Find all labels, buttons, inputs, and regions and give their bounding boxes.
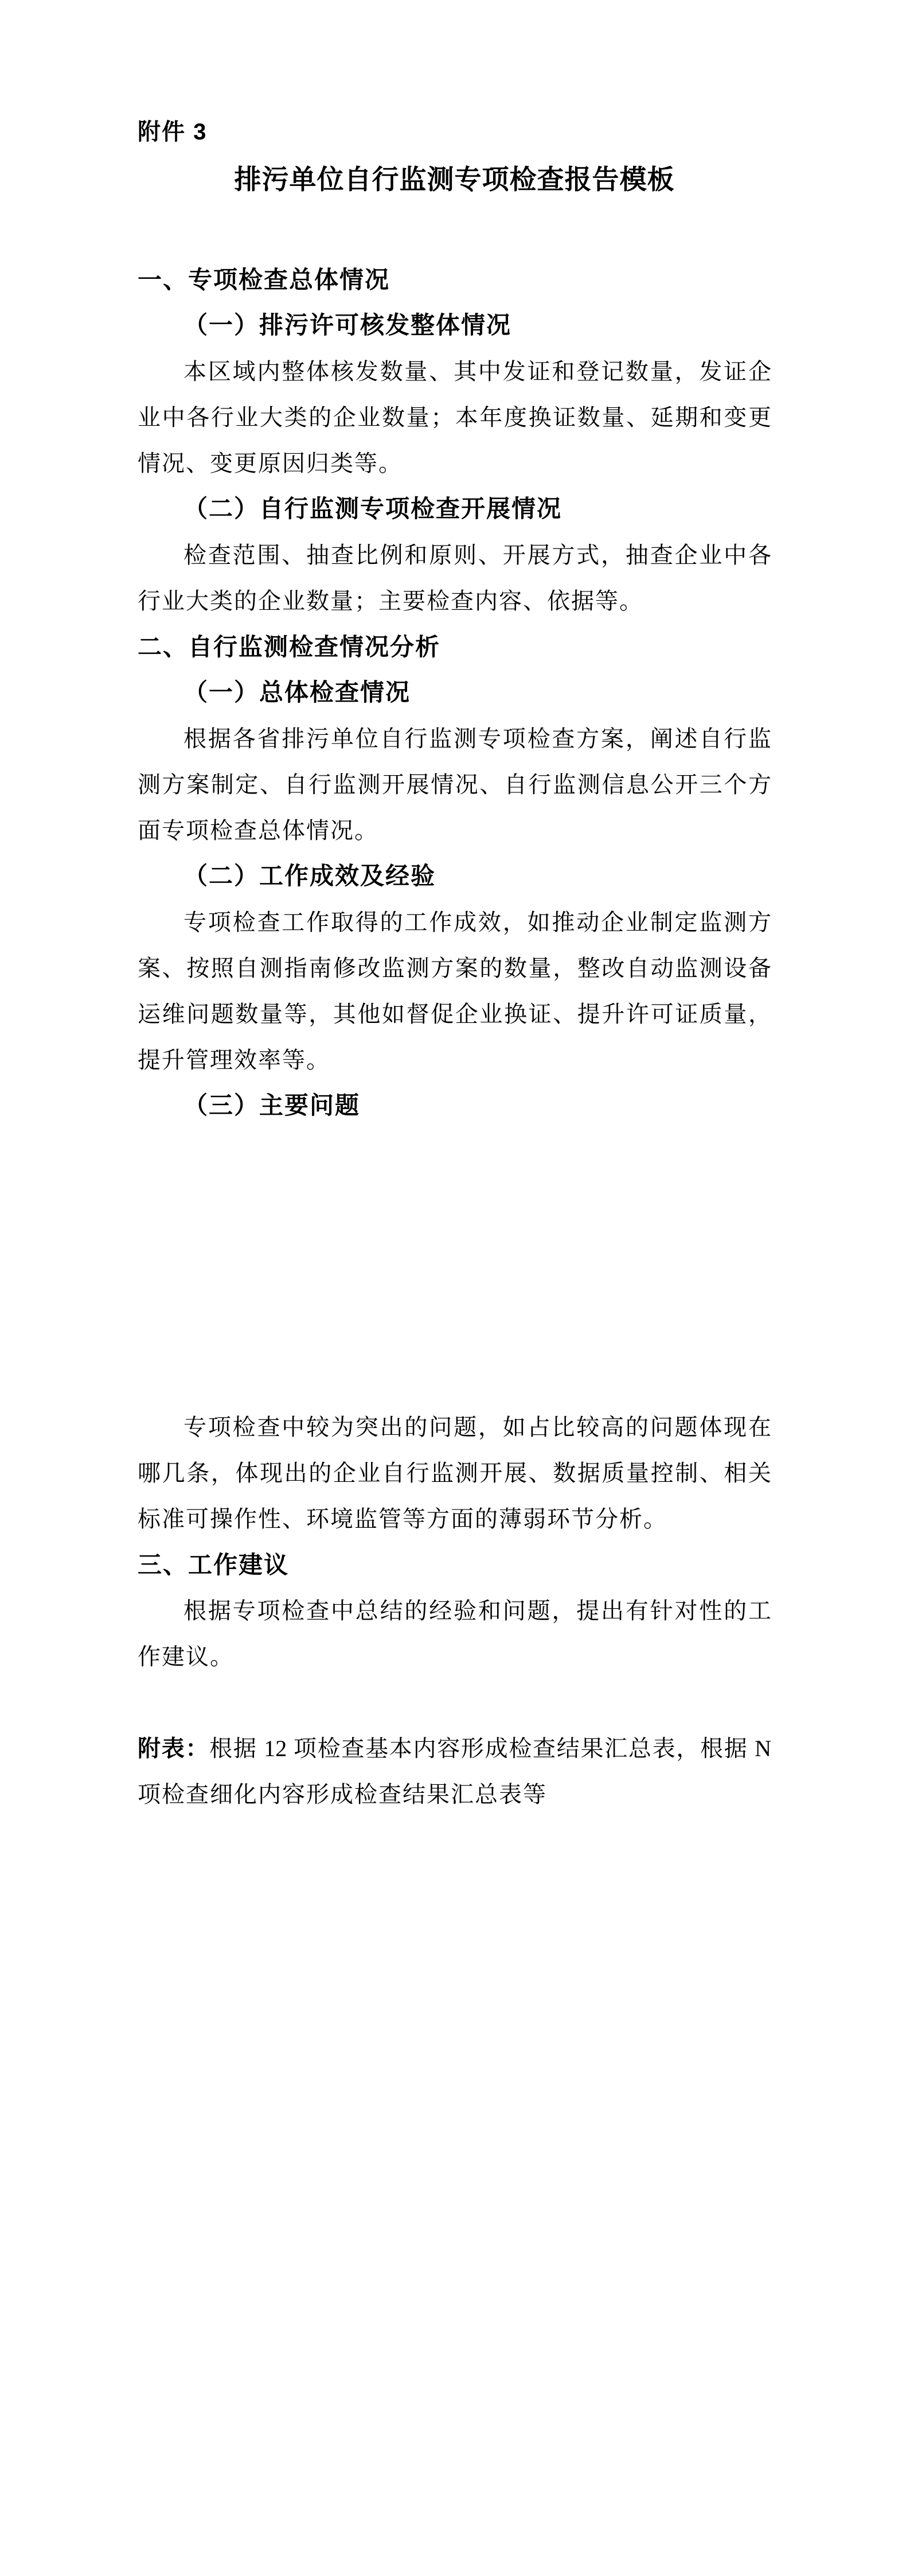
- heading-level-1: 三、工作建议: [138, 1551, 290, 1578]
- doc-line: 案、按照自测指南修改监测方案的数量，整改自动监测设备: [138, 955, 771, 981]
- paragraph: [138, 349, 771, 487]
- document-body: [138, 257, 771, 1818]
- doc-line: 专项检查工作取得的工作成效，如推动企业制定监测方: [183, 909, 771, 935]
- heading-level-2: （一）总体检查情况: [183, 680, 411, 706]
- heading-level-2: （三）主要问题: [183, 1093, 361, 1119]
- doc-line: 情况、变更原因归类等。: [138, 450, 403, 476]
- document-content: [138, 0, 771, 1818]
- paragraph: [138, 532, 771, 624]
- doc-line: 面专项检查总体情况。: [138, 818, 378, 843]
- page-title: 排污单位自行监测专项检查报告模板: [234, 164, 675, 194]
- doc-line: 项检查细化内容形成检查结果汇总表等: [138, 1781, 547, 1807]
- doc-line: 本区域内整体核发数量、其中发证和登记数量，发证企: [183, 359, 771, 384]
- doc-line: 检查范围、抽查比例和原则、开展方式，抽查企业中各: [183, 542, 771, 568]
- doc-line: 作建议。: [138, 1644, 234, 1670]
- paragraph: [138, 1726, 771, 1818]
- blank-space: [138, 1129, 771, 1404]
- doc-line: 行业大类的企业数量；主要检查内容、依据等。: [138, 588, 643, 614]
- heading-level-2: （一）排污许可核发整体情况: [183, 313, 512, 339]
- paragraph: [138, 900, 771, 1083]
- paragraph: [138, 1588, 771, 1680]
- doc-line: 运维问题数量等，其他如督促企业换证、提升许可证质量，: [138, 1001, 771, 1027]
- blank-space: [138, 1680, 771, 1726]
- doc-line: 根据专项检查中总结的经验和问题，提出有针对性的工: [183, 1598, 771, 1624]
- doc-line: 业中各行业大类的企业数量；本年度换证数量、延期和变更: [138, 404, 771, 430]
- heading-level-1: 二、自行监测检查情况分析: [138, 633, 441, 660]
- doc-line: 专项检查中较为突出的问题，如占比较高的问题体现在: [183, 1414, 771, 1440]
- doc-line: 附表：根据 12 项检查基本内容形成检查结果汇总表，根据 N: [138, 1736, 771, 1761]
- doc-line: 标准可操作性、环境监管等方面的薄弱环节分析。: [138, 1506, 667, 1532]
- doc-line: 测方案制定、自行监测开展情况、自行监测信息公开三个方: [138, 772, 771, 797]
- heading-level-1: 一、专项检查总体情况: [138, 266, 390, 293]
- heading-level-2: （二）自行监测专项检查开展情况: [183, 496, 563, 523]
- annex-label: 附件 3: [138, 119, 208, 145]
- doc-line: 哪几条，体现出的企业自行监测开展、数据质量控制、相关: [138, 1460, 771, 1486]
- paragraph: [138, 1404, 771, 1542]
- doc-line: 提升管理效率等。: [138, 1047, 330, 1073]
- note-lead-label: 附表：: [138, 1736, 210, 1761]
- heading-level-2: （二）工作成效及经验: [183, 863, 436, 890]
- doc-line: 根据各省排污单位自行监测专项检查方案，阐述自行监: [183, 726, 771, 752]
- paragraph: [138, 716, 771, 854]
